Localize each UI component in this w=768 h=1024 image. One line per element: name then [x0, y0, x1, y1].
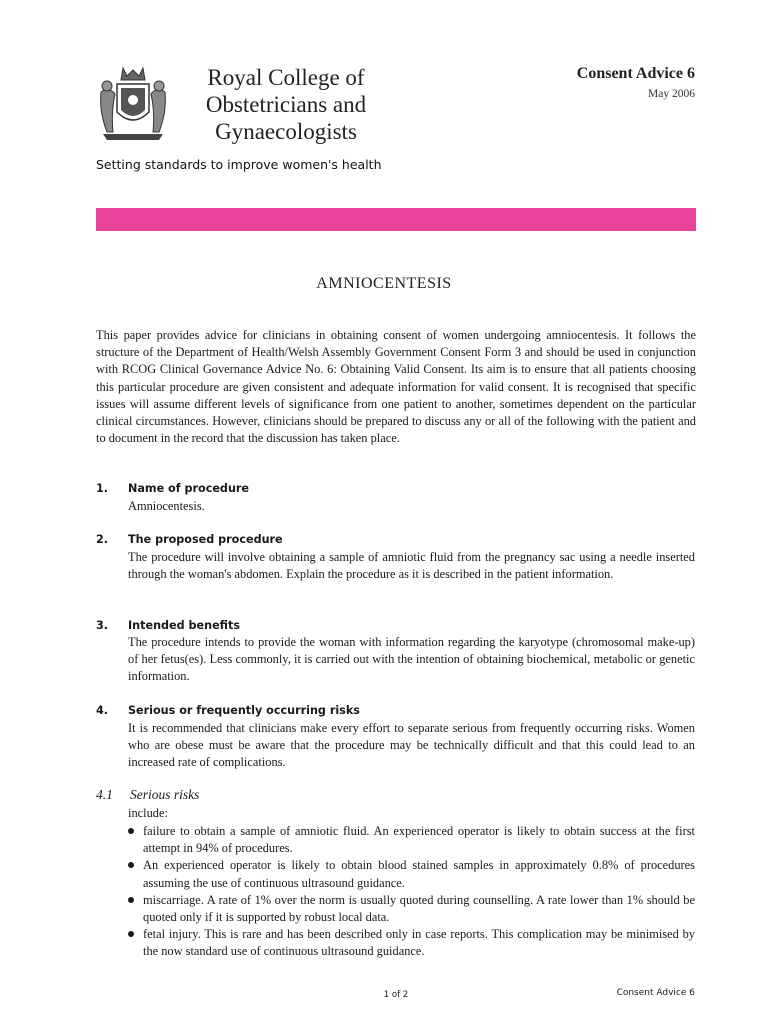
section-body: The procedure will involve obtaining a sample of amniotic fluid from the pregnancy sac using a needle inserted through the woman's abdomen. Explain the procedure as it is described in the patient information.	[128, 550, 695, 582]
list-item-text: miscarriage. A rate of 1% over the norm is usually quoted during counselling. A rate lower than 1% should be quoted only if it is supported by robust local data.	[143, 892, 695, 925]
list-item	[128, 823, 695, 857]
subsection-heading: Serious risks	[130, 787, 200, 802]
section-number: 2.	[96, 533, 109, 546]
section-number: 1.	[96, 482, 109, 495]
bullet-icon	[128, 862, 134, 868]
bullet-icon	[128, 897, 134, 903]
accent-bar	[96, 208, 696, 231]
subsection-lead: include:	[128, 806, 168, 820]
document-series-title: Consent Advice 6	[576, 65, 695, 82]
section-body: The procedure intends to provide the woman with information regarding the karyotype (chromosomal make-up) of her fetus(es). Less commonly, it is carried out with the intention of obtaining biochemical, metabolic or genetic information.	[128, 635, 695, 684]
rcog-crest-logo	[93, 62, 173, 142]
section-heading: Name of procedure	[128, 482, 250, 495]
bullet-icon	[128, 931, 134, 937]
list-item-text: fetal injury. This is rare and has been described only in case reports. This complication may be minimised by the now standard use of continuous ultrasound guidance.	[143, 927, 695, 959]
list-item	[128, 857, 695, 891]
section-number: 3.	[96, 619, 109, 632]
intro-paragraph: This paper provides advice for clinicians in obtaining consent of women undergoing amniocentesis. It follows the structure of the Department of Health/Welsh Assembly Government Consent Form 3 and should be used in conjunction with RCOG Clinical Governance Advice No. 6: Obtaining Valid Consent. Its aim is to ensure that all patients choosing this particular procedure are given consistent and adequate information for valid consent. It is recognised that specific issues will assume different levels of significance from one patient to another, sometimes dependent on the particular clinical circumstances. However, clinicians should be prepared to discuss any or all of the following with the patient and to document in the record that the discussion has taken place.	[96, 328, 696, 446]
section-heading: Intended benefits	[128, 619, 240, 632]
subsection-number: 4.1	[96, 787, 113, 802]
serious-risks-list	[128, 823, 695, 961]
organisation-name: Royal College of Obstetricians and Gynaecologists	[205, 65, 367, 144]
section-body: Amniocentesis.	[128, 499, 205, 513]
list-item	[128, 892, 695, 926]
document-title: AMNIOCENTESIS	[316, 275, 452, 292]
list-item-text: An experienced operator is likely to obtain blood stained samples in approximately 0.8% of procedures assuming the use of continuous ultrasound guidance.	[143, 858, 695, 890]
list-item-text: failure to obtain a sample of amniotic fluid. An experienced operator is likely to obtain success at the first attempt in 94% of procedures.	[143, 824, 695, 856]
section-body: It is recommended that clinicians make every effort to separate serious from frequently occurring risks. Women who are obese must be aware that the procedure may be technically difficult and that this could lead to an increased rate of complications.	[128, 721, 695, 770]
page-number: 1 of 2	[383, 990, 409, 1000]
document-date: May 2006	[648, 88, 695, 100]
section-number: 4.	[96, 704, 109, 717]
section-heading: Serious or frequently occurring risks	[128, 704, 360, 717]
list-item	[128, 926, 695, 960]
bullet-icon	[128, 828, 134, 834]
organisation-tagline: Setting standards to improve women's health	[96, 157, 382, 172]
section-heading: The proposed procedure	[128, 533, 283, 546]
footer-document-reference: Consent Advice 6	[616, 988, 695, 998]
